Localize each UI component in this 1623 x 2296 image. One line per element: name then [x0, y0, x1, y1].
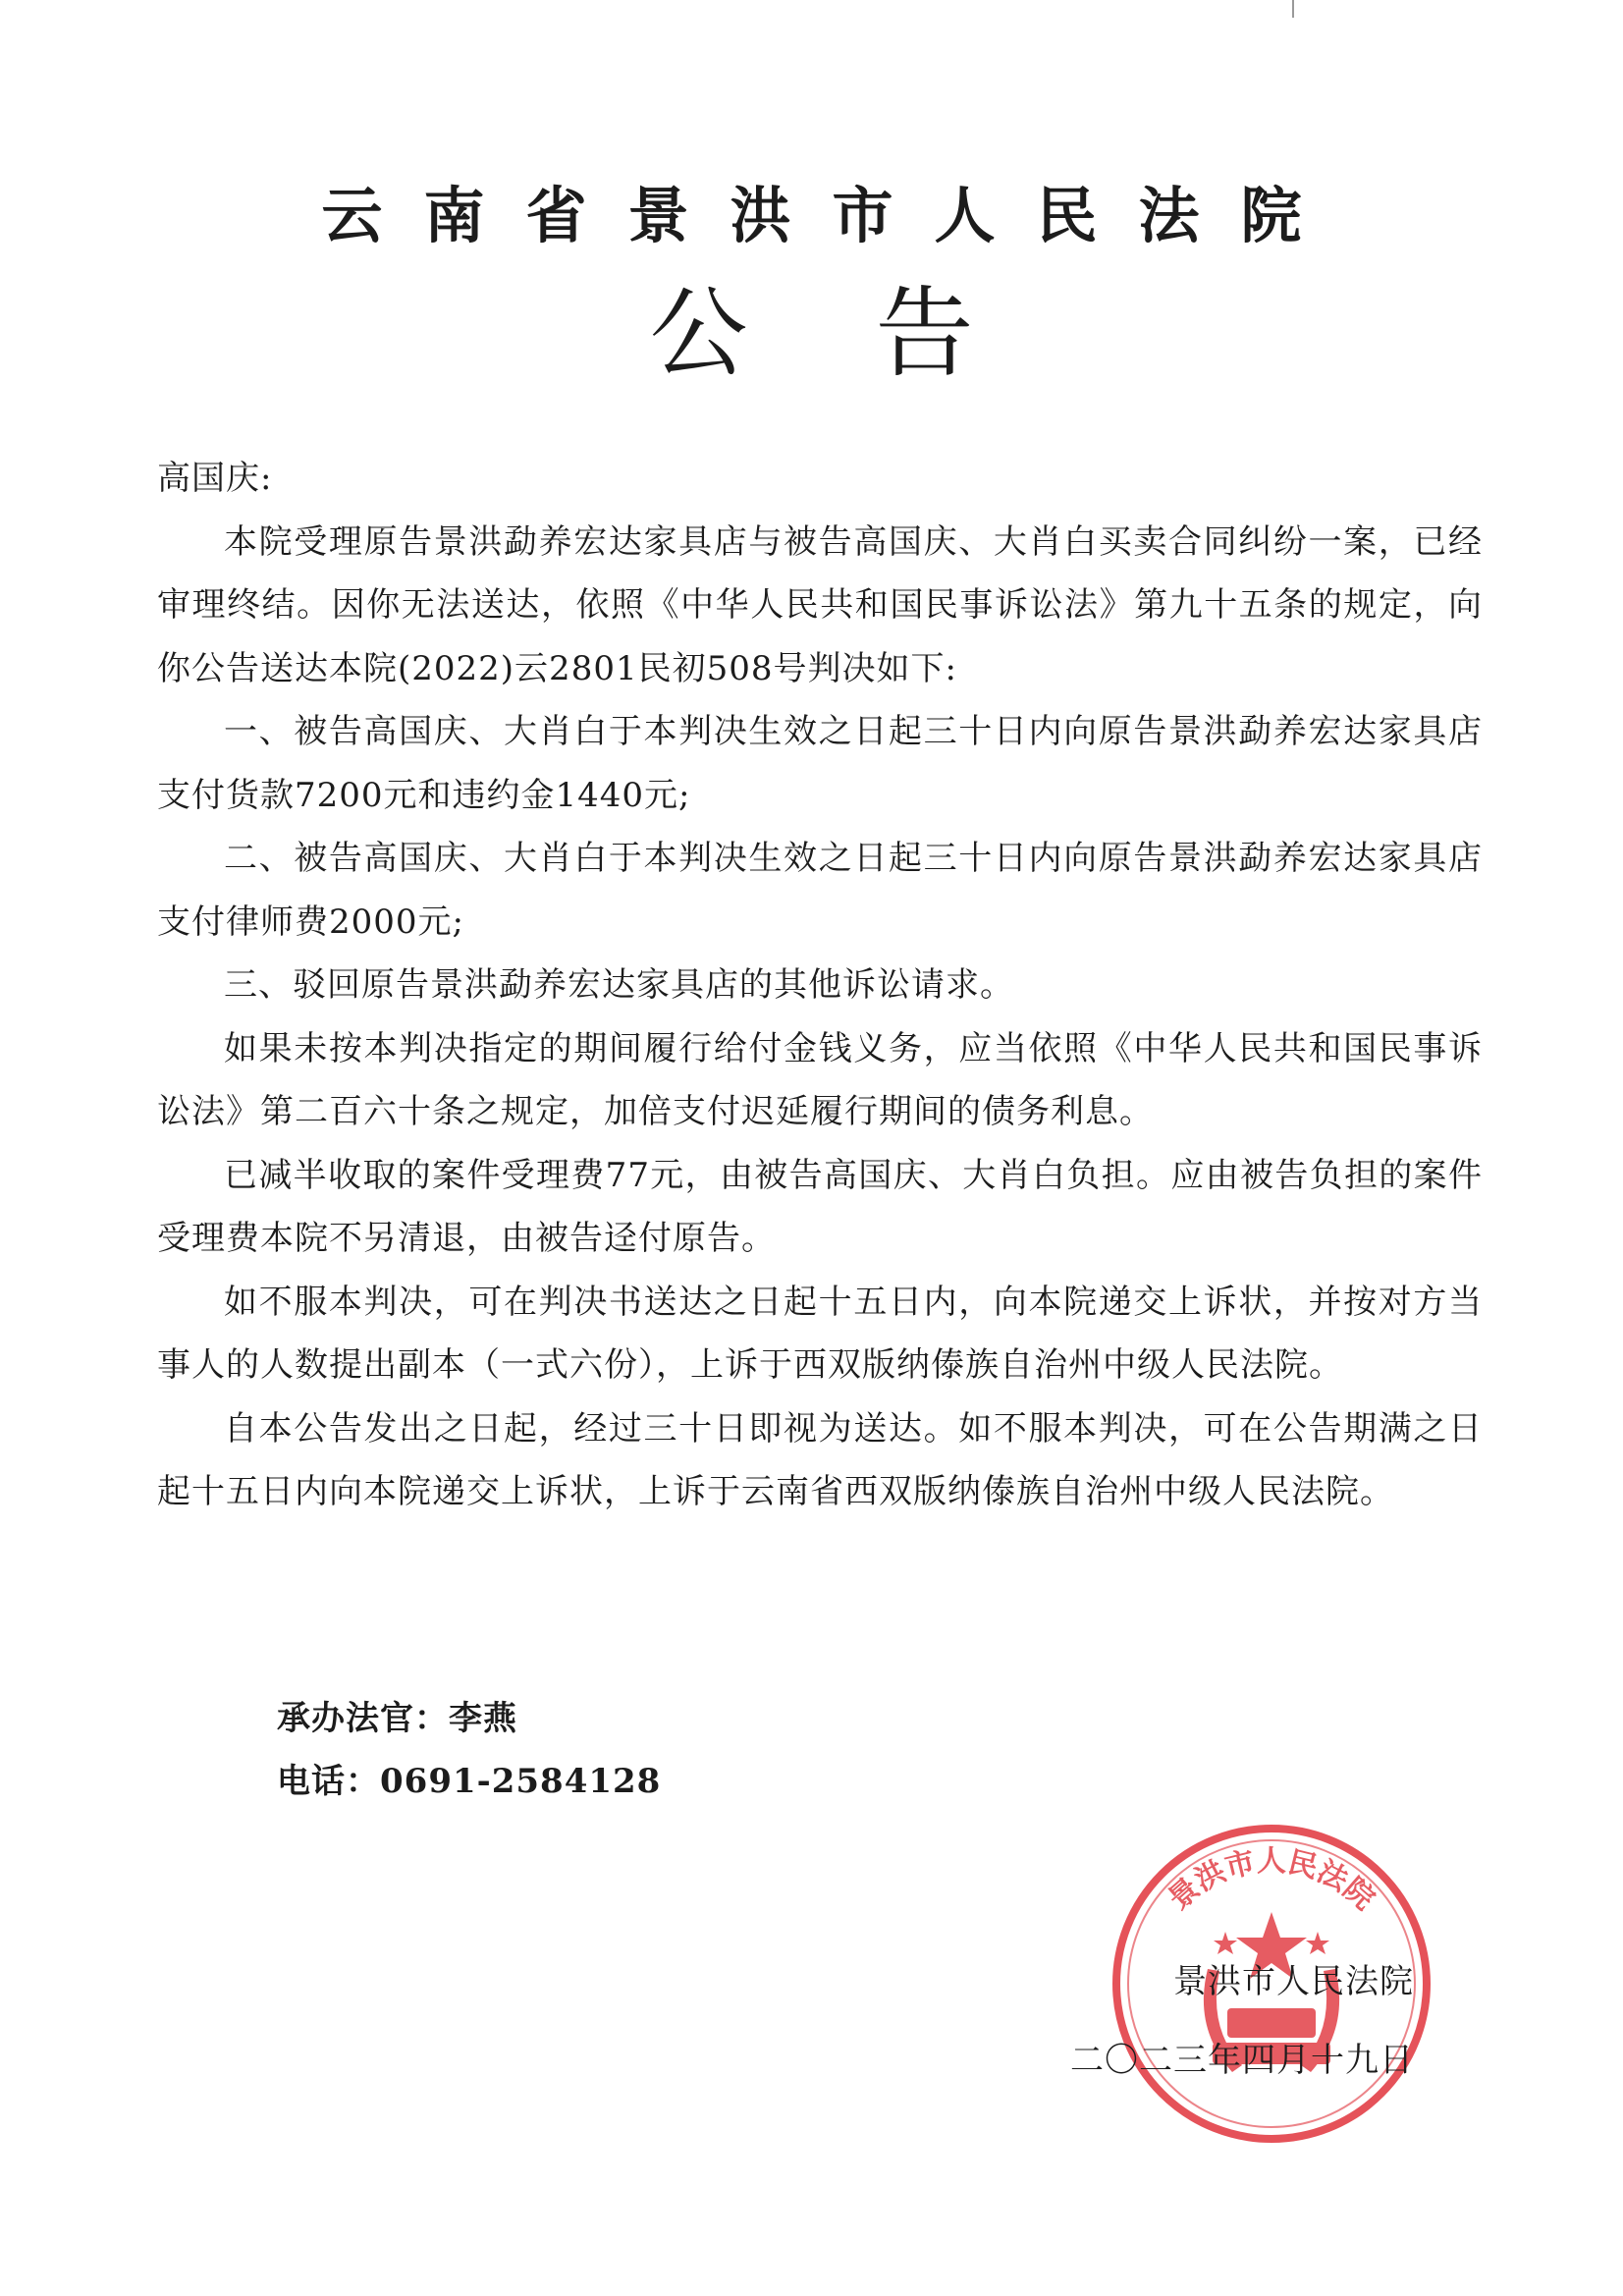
paragraph-appeal-rights: 如不服本判决，可在判决书送达之日起十五日内，向本院递交上诉状，并按对方当事人的人数提出副本（一式六份），上诉于西双版纳傣族自治州中级人民法院。 [157, 1282, 1483, 1385]
judge-line: 承办法官：李燕 [277, 1699, 517, 1738]
paragraph-judgment-item-3: 三、驳回原告景洪勐养宏达家具店的其他诉讼请求。 [224, 965, 1014, 1005]
contact-block [277, 1687, 661, 1813]
svg-text:景洪市人民法院 [1163, 1845, 1380, 1916]
paragraph-late-interest: 如果未按本判决指定的期间履行给付金钱义务，应当依照《中华人民共和国民事诉讼法》第二百六十条之规定，加倍支付迟延履行期间的债务利息。 [157, 1028, 1483, 1131]
paragraph-case-intro: 本院受理原告景洪勐养宏达家具店与被告高国庆、大肖白买卖合同纠纷一案，已经审理终结。因你无法送达，依照《中华人民共和国民事诉讼法》第九十五条的规定，向你公告送达本院(2022)云2801民初508号判决如下: [157, 521, 1483, 688]
paragraph-judgment-item-2: 二、被告高国庆、大肖白于本判决生效之日起三十日内向原告景洪勐养宏达家具店支付律师费2000元; [157, 839, 1483, 942]
seal-text: 景洪市人民法院 [1163, 1845, 1380, 1917]
scan-mark [1292, 0, 1294, 18]
court-name-title: 云南省景洪市人民法院 [321, 180, 1343, 251]
signature-court: 景洪市人民法院 [1173, 1962, 1414, 2001]
notice-body [157, 447, 1483, 1524]
signature-date: 二〇二三年四月十九日 [1070, 2041, 1414, 2080]
paragraph-service-period: 自本公告发出之日起，经过三十日即视为送达。如不服本判决，可在公告期满之日起十五日内向本院递交上诉状，上诉于云南省西双版纳傣族自治州中级人民法院。 [157, 1408, 1483, 1511]
phone-line: 电话：0691-2584128 [277, 1762, 662, 1801]
notice-title: 公告 [649, 276, 1102, 391]
paragraph-court-fee: 已减半收取的案件受理费77元，由被告高国庆、大肖白负担。应由被告负担的案件受理费本院不另清退，由被告迳付原告。 [157, 1155, 1483, 1258]
addressee: 高国庆: [157, 459, 273, 498]
paragraph-judgment-item-1: 一、被告高国庆、大肖白于本判决生效之日起三十日内向原告景洪勐养宏达家具店支付货款7200元和违约金1440元; [157, 712, 1483, 815]
